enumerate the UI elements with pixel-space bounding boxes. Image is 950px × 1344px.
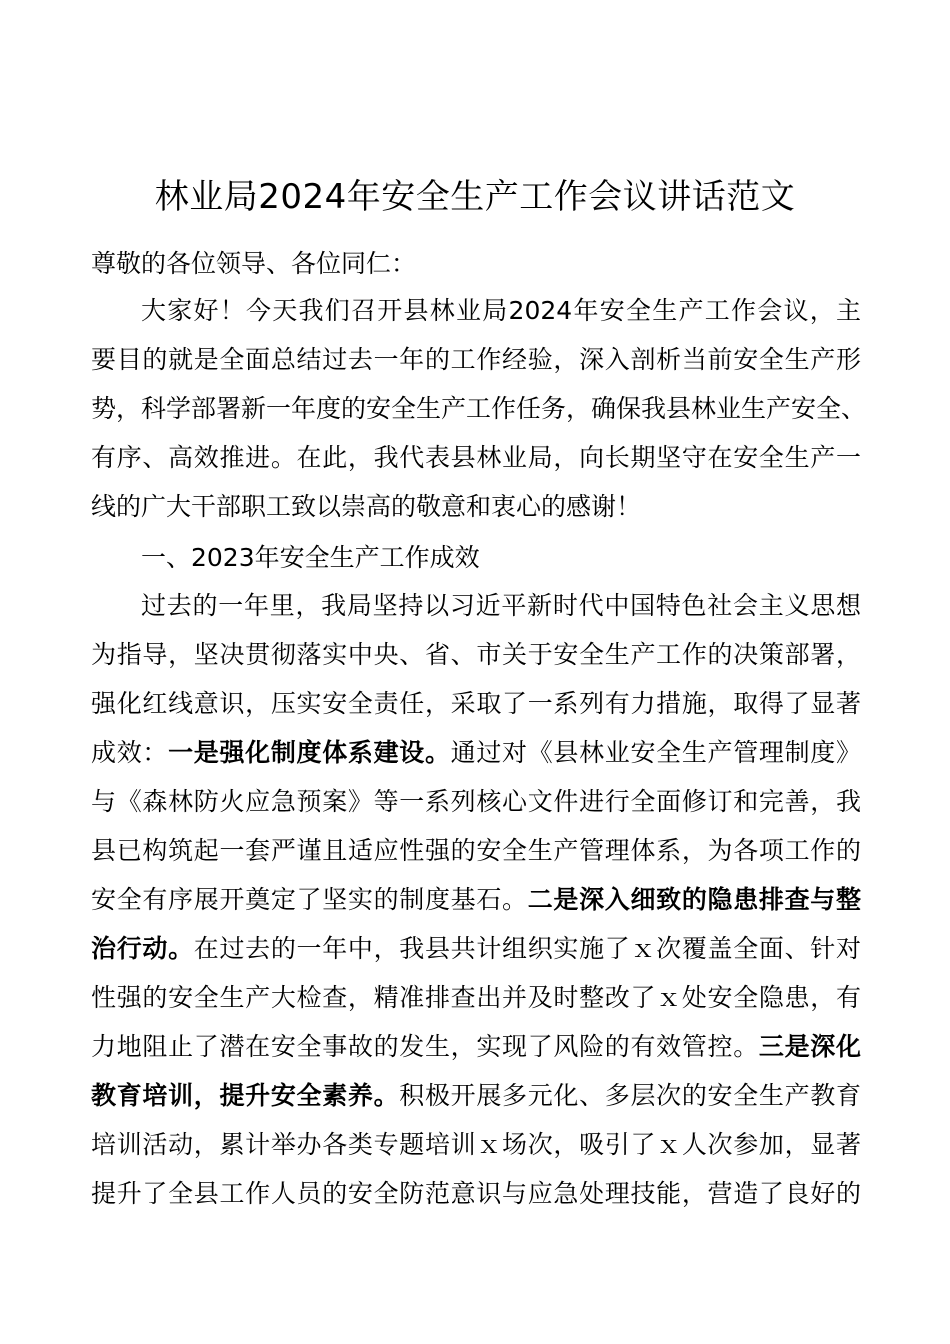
bold-text-segment: 三是深化 (758, 1032, 861, 1061)
bold-text-segment: 治行动。 (91, 934, 194, 963)
text-segment: 大家好！今天我们召开县林业局2024年安全生产工作会议，主 (141, 296, 861, 325)
paragraph-line (91, 733, 861, 773)
text-segment: 线的广大干部职工致以崇高的敬意和衷心的感谢！ (91, 492, 642, 521)
text-segment: 通过对《县林业安全生产管理制度》 (450, 738, 861, 767)
paragraph-line (91, 782, 861, 822)
document-title: 林业局2024年安全生产工作会议讲话范文 (154, 177, 796, 217)
text-segment: 与《森林防火应急预案》等一系列核心文件进行全面修订和完善，我 (91, 787, 861, 816)
paragraph-line (91, 684, 861, 724)
bold-text-segment: 一是强化制度体系建设。 (168, 738, 451, 767)
text-segment: 势，科学部署新一年度的安全生产工作任务，确保我县林业生产安全、 (91, 394, 867, 423)
paragraph-line (91, 1027, 861, 1067)
paragraph-line (141, 586, 861, 626)
bold-text-segment: 二是深入细致的隐患排查与整 (527, 885, 861, 914)
paragraph-line (91, 978, 861, 1018)
bold-text-segment: 教育培训，提升安全素养。 (91, 1081, 400, 1110)
text-segment: 培训活动，累计举办各类专题培训ｘ场次，吸引了ｘ人次参加，显著 (91, 1130, 861, 1159)
paragraph-line (91, 487, 861, 527)
paragraph-line (91, 1125, 861, 1165)
paragraph-line (141, 538, 861, 578)
text-segment: 性强的安全生产大检查，精准排查出并及时整改了ｘ处安全隐患，有 (91, 983, 861, 1012)
text-segment: 为指导，坚决贯彻落实中央、省、市关于安全生产工作的决策部署， (91, 640, 861, 669)
text-segment: 成效： (91, 738, 169, 767)
text-segment: 强化红线意识，压实安全责任，采取了一系列有力措施，取得了显著 (91, 689, 861, 718)
paragraph-line (91, 635, 861, 675)
text-segment: 在过去的一年中，我县共计组织实施了ｘ次覆盖全面、针对 (193, 934, 861, 963)
text-segment: 过去的一年里，我局坚持以习近平新时代中国特色社会主义思想 (141, 591, 861, 620)
text-segment: 提升了全县工作人员的安全防范意识与应急处理技能，营造了良好的 (91, 1179, 861, 1208)
paragraph-line (141, 291, 861, 331)
paragraph-line (91, 438, 861, 478)
text-segment: 要目的就是全面总结过去一年的工作经验，深入剖析当前安全生产形 (91, 345, 861, 374)
text-segment: 力地阻止了潜在安全事故的发生，实现了风险的有效管控。 (91, 1032, 759, 1061)
paragraph-line (91, 1174, 861, 1214)
greeting-line: 尊敬的各位领导、各位同仁： (91, 249, 417, 278)
paragraph-line (91, 1076, 861, 1116)
text-segment: 一、2023年安全生产工作成效 (141, 543, 480, 572)
text-segment: 县已构筑起一套严谨且适应性强的安全生产管理体系，为各项工作的 (91, 836, 861, 865)
text-segment: 积极开展多元化、多层次的安全生产教育 (399, 1081, 861, 1110)
text-segment: 有序、高效推进。在此，我代表县林业局，向长期坚守在安全生产一 (91, 443, 861, 472)
paragraph-line (91, 340, 861, 380)
paragraph-line (91, 389, 867, 429)
text-segment: 安全有序展开奠定了坚实的制度基石。 (91, 885, 528, 914)
paragraph-line (91, 880, 861, 920)
paragraph-line (91, 831, 861, 871)
paragraph-line (91, 929, 861, 969)
